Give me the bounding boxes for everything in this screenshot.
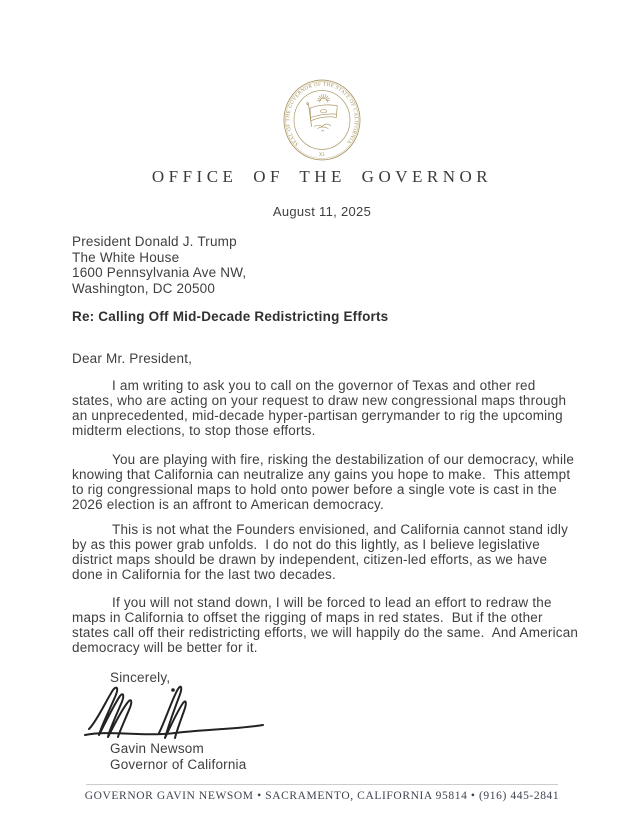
- signature-image: [84, 683, 266, 741]
- seal-flag-pole: [307, 103, 312, 127]
- recipient-line-org: The White House: [72, 249, 180, 265]
- signature-dot: [171, 688, 175, 692]
- recipient-line-street: 1600 Pennsylvania Ave NW,: [72, 265, 247, 280]
- recipient-line-name: President Donald J. Trump: [72, 234, 237, 249]
- seal-inner-ring: [294, 91, 350, 150]
- governor-seal-graphic: [282, 78, 362, 162]
- signer-block: [110, 741, 246, 772]
- signer-name: Gavin Newsom: [110, 741, 204, 756]
- signature-scrawl: [84, 683, 266, 741]
- governor-seal: [282, 78, 362, 162]
- seal-bear-icon: [320, 110, 326, 113]
- footer-contact: GOVERNOR GAVIN NEWSOM • SACRAMENTO, CALIFORNIA 95814 • (916) 445-2841: [84, 790, 560, 802]
- body-paragraph-1: I am writing to ask you to call on the governor of Texas and other red states, who are acting on your request to draw new congressional maps through an unprecedented, mid-decade hyper-partisan gerrymander to rig the upcoming midterm elections, to stop those efforts.: [72, 378, 571, 438]
- seal-outer-ring: [284, 80, 360, 160]
- recipient-line-city: Washington, DC 20500: [72, 280, 216, 296]
- body-paragraph-4: If you will not stand down, I will be forced to lead an effort to redraw the maps in California to offset the rigging of maps in red states. But if the other states call off their redistricting efforts, we will happily do the same. And American democracy will be better for it.: [72, 595, 583, 655]
- seal-ring-text: SEAL OF THE GOVERNOR OF THE STATE OF CALIFORNIA: [286, 82, 358, 147]
- salutation: Dear Mr. President,: [72, 351, 193, 366]
- subject-line: Re: Calling Off Mid-Decade Redistricting Efforts: [72, 309, 389, 324]
- signer-title: Governor of California: [110, 756, 247, 772]
- letter-date: August 11, 2025: [272, 204, 372, 219]
- seal-sunburst-icon: [317, 94, 330, 102]
- body-paragraph-3: This is not what the Founders envisioned, and California cannot stand idly by as this power grab unfolds. I do not do this lightly, as I believe legislative district maps should be drawn by independent, citizen-led efforts, as we have done in California for the last two decades.: [72, 522, 573, 582]
- seal-outer-ring-inner-line: [285, 82, 358, 159]
- footer-rule: [86, 784, 558, 785]
- seal-ground-foliage: [314, 124, 331, 131]
- seal-numeral: XI.: [318, 153, 326, 159]
- recipient-address: [72, 234, 246, 296]
- signature-first-cluster: [89, 688, 131, 737]
- office-title: OFFICE OF THE GOVERNOR: [151, 167, 493, 186]
- valediction: Sincerely,: [110, 670, 171, 685]
- signature-second-cluster: [159, 687, 186, 738]
- body-paragraph-2: You are playing with fire, risking the destabilization of our democracy, while knowing that California can neutralize any gains you hope to make. This attempt to rig congressional maps to hold onto power before a single vote is cast in the 2026 election is an affront to American democracy.: [72, 452, 579, 512]
